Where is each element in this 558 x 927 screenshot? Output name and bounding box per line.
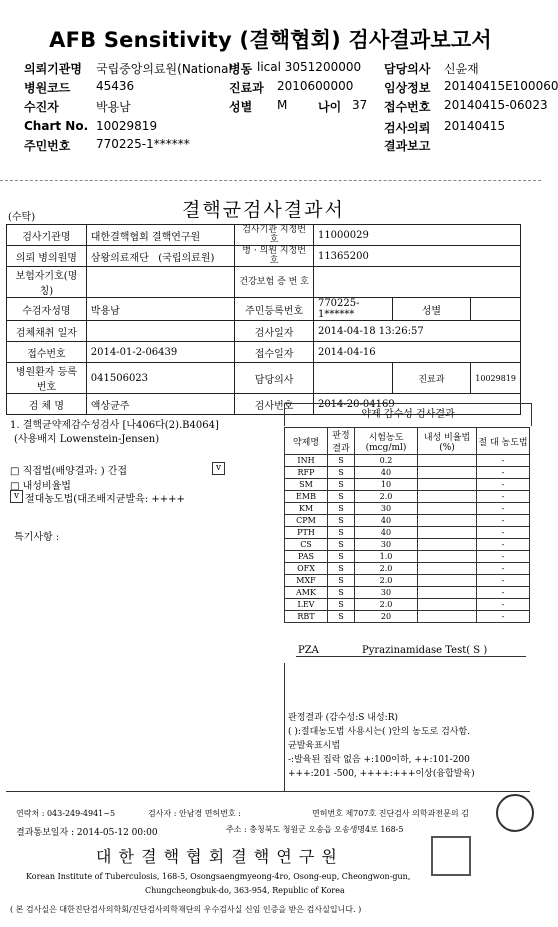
cell-value: 박용남 (86, 298, 234, 321)
column-header: 절 대 농도법 (477, 428, 530, 455)
cell-value: 041506023 (86, 363, 234, 394)
field-label: 수진자 (24, 100, 59, 114)
field-value: 770225-1****** (96, 137, 190, 151)
cell-value: 11000029 (313, 225, 520, 246)
drug-row (285, 551, 530, 563)
drug-cell-conc: 0.2 (355, 455, 418, 467)
field-label: 병동 (229, 62, 253, 76)
cell-label: 성별 (392, 298, 471, 321)
field-value: 10029819 (96, 119, 158, 133)
drug-cell-conc: 2.0 (355, 575, 418, 587)
cell-value (313, 363, 392, 394)
drug-cell-conc: 30 (355, 587, 418, 599)
field-label: 임상정보 (384, 81, 431, 95)
table-row (7, 298, 521, 321)
judge-title: 판정결과 (감수성:S 내성:R) (288, 713, 398, 723)
cell-value (86, 246, 234, 267)
drug-cell-result: S (328, 611, 355, 623)
cell-value: 액상균주 (86, 394, 234, 415)
drug-cell-result: S (328, 539, 355, 551)
cell-label: 건강보험 증 번 호 (235, 267, 314, 298)
drug-cell-abs: - (477, 491, 530, 503)
drug-cell-ratio (418, 467, 477, 479)
drug-cell-name: PAS (285, 551, 328, 563)
field-label: 결과보고 (384, 139, 431, 153)
drug-cell-abs: - (477, 539, 530, 551)
cell-value (313, 267, 520, 298)
seal-stamp (496, 794, 534, 832)
section-divider (284, 663, 285, 791)
drug-row (285, 515, 530, 527)
institute-address: Chungcheongbuk-do, 363-954, Republic of Korea (145, 886, 345, 895)
judge-line: -:발육된 집락 없음 +:100이하, ++:101-200 (288, 755, 470, 765)
field-value: 20140415E100060 (444, 79, 558, 93)
report-title: 결핵균검사결과서 (182, 199, 345, 221)
field-label: 주민번호 (24, 139, 71, 153)
drug-row (285, 587, 530, 599)
field-value: lical 3051200000 (257, 60, 362, 74)
drug-cell-abs: - (477, 575, 530, 587)
drug-cell-conc: 30 (355, 539, 418, 551)
cell-value: 대한결핵협회 결핵연구원 (86, 225, 234, 246)
drug-cell-name: RFP (285, 467, 328, 479)
method-checkbox: v (212, 462, 225, 475)
drug-cell-name: SM (285, 479, 328, 491)
drug-row (285, 455, 530, 467)
drug-row (285, 527, 530, 539)
drug-cell-result: S (328, 503, 355, 515)
table-row (7, 342, 521, 363)
field-value: 신윤재 (444, 62, 479, 76)
method-ratio: □ 내성비율법 (10, 481, 71, 492)
drug-cell-ratio (418, 491, 477, 503)
drug-cell-abs: - (477, 467, 530, 479)
table-row (7, 225, 521, 246)
drug-cell-name: RBT (285, 611, 328, 623)
field-value: 45436 (96, 79, 135, 93)
cell-label: 검 체 명 (7, 394, 87, 415)
cell-label: 진료과 (392, 363, 471, 394)
drug-cell-ratio (418, 479, 477, 491)
drug-cell-abs: - (477, 551, 530, 563)
institute-address: Korean Institute of Tuberculosis, 168-5, Osongsaengmyeong-4ro, Osong-eup, Cheongwon-gun, (26, 872, 411, 881)
drug-cell-conc: 1.0 (355, 551, 418, 563)
drug-cell-abs: - (477, 599, 530, 611)
cell-value: 10029819 (471, 363, 521, 394)
cell-value: 삼왕의료재단 (90, 252, 149, 264)
section-divider (6, 791, 530, 792)
drug-cell-result: S (328, 599, 355, 611)
drug-cell-name: EMB (285, 491, 328, 503)
cell-label: 검체채취 일자 (7, 321, 87, 342)
drug-cell-ratio (418, 599, 477, 611)
drug-cell-conc: 40 (355, 467, 418, 479)
drug-row (285, 503, 530, 515)
table-row (7, 246, 521, 267)
table-row (7, 363, 521, 394)
receipt-mark: (수탁) (8, 212, 36, 223)
test-line: 1. 결핵균약제감수성검사 [나406다(2).B4064] (10, 420, 219, 431)
judge-line: ( ):절대농도법 사용시는( )안의 농도로 검사함. (288, 727, 471, 737)
institute-name: 대 한 결 핵 협 회 결 핵 연 구 원 (96, 847, 338, 866)
drug-cell-result: S (328, 491, 355, 503)
drug-cell-result: S (328, 575, 355, 587)
drug-cell-ratio (418, 515, 477, 527)
cell-label: 접수번호 (7, 342, 87, 363)
drug-row (285, 611, 530, 623)
divider (0, 180, 541, 181)
drug-cell-result: S (328, 515, 355, 527)
drug-cell-conc: 2.0 (355, 491, 418, 503)
cell-value: 770225-1****** (313, 298, 392, 321)
judge-line: 균발육표시법 (288, 741, 341, 751)
cell-label: 주민등록번호 (235, 298, 314, 321)
footer-date: 결과통보일자 : 2014-05-12 00:00 (16, 828, 158, 838)
footer-phone: 연락처 : 043-249-4941~5 (16, 809, 116, 818)
drug-table (284, 427, 530, 623)
table-row (7, 267, 521, 298)
field-value: M (277, 98, 288, 112)
test-line: (사용배지 Lowenstein-Jensen) (14, 434, 160, 445)
drug-row (285, 563, 530, 575)
drug-cell-abs: - (477, 455, 530, 467)
drug-cell-result: S (328, 563, 355, 575)
method-direct: □ 직접법(배양결과: ) 간접 (10, 466, 128, 477)
cell-value: 2014-01-2-06439 (86, 342, 234, 363)
cell-value (86, 267, 234, 298)
drug-cell-result: S (328, 467, 355, 479)
cell-value: 2014-20-04169 (313, 394, 520, 415)
field-label: Chart No. (24, 119, 89, 133)
drug-cell-result: S (328, 479, 355, 491)
cell-label: 접수일자 (235, 342, 314, 363)
cell-value (86, 321, 234, 342)
field-value: 국립중앙의료원(National (96, 62, 232, 76)
pza-label: PZA (298, 645, 319, 656)
field-value: 20140415-06023 (444, 98, 548, 112)
drug-cell-result: S (328, 551, 355, 563)
drug-cell-abs: - (477, 479, 530, 491)
table-row (7, 321, 521, 342)
drug-cell-name: PTH (285, 527, 328, 539)
info-table (6, 224, 521, 415)
method-checkbox: v (10, 490, 23, 503)
field-label: 성별 (229, 100, 253, 114)
pza-underline (296, 656, 526, 657)
cell-value: 2014-04-16 (313, 342, 520, 363)
field-label: 접수번호 (384, 100, 431, 114)
drug-cell-conc: 30 (355, 503, 418, 515)
drug-row (285, 467, 530, 479)
field-label: 병원코드 (24, 81, 71, 95)
field-label: 의뢰기관명 (24, 62, 82, 76)
cell-label: 병 · 의원 지정번호 (235, 246, 314, 267)
cell-value: 2014-04-18 13:26:57 (313, 321, 520, 342)
field-label: 검사의뢰 (384, 121, 431, 135)
drug-cell-ratio (418, 527, 477, 539)
footer-address: 주소 : 충청북도 청원군 오송읍 오송생명4로 168-5 (226, 825, 404, 834)
cell-label: 검사일자 (235, 321, 314, 342)
drug-cell-abs: - (477, 503, 530, 515)
drug-cell-abs: - (477, 527, 530, 539)
field-value: 박용남 (96, 100, 131, 114)
drug-cell-abs: - (477, 611, 530, 623)
cell-label: 검사번호 (235, 394, 314, 415)
drug-cell-conc: 10 (355, 479, 418, 491)
drug-cell-name: MXF (285, 575, 328, 587)
field-label: 나이 (318, 100, 342, 114)
drug-cell-name: OFX (285, 563, 328, 575)
seal-stamp (431, 836, 471, 876)
field-label: 진료과 (229, 81, 264, 95)
cell-label: 검사기관 지정번호 (235, 225, 314, 246)
drug-cell-name: KM (285, 503, 328, 515)
cell-label: 보험자기호(명칭) (7, 267, 87, 298)
drug-cell-ratio (418, 587, 477, 599)
drug-row (285, 539, 530, 551)
footer-staff: 검사자 : 안남경 면허번호 : (148, 809, 241, 818)
drug-cell-result: S (328, 455, 355, 467)
footer-license: 면허번호 제707호 진단검사 의학과전문의 김 (312, 809, 469, 818)
drug-cell-name: INH (285, 455, 328, 467)
drug-row (285, 479, 530, 491)
drug-cell-conc: 40 (355, 515, 418, 527)
drug-cell-abs: - (477, 563, 530, 575)
cell-label: 담당의사 (235, 363, 314, 394)
drug-cell-abs: - (477, 587, 530, 599)
drug-cell-ratio (418, 455, 477, 467)
method-absolute: 절대농도법(대조배지균발육: ++++ (25, 494, 185, 505)
cell-label: 수검자성명 (7, 298, 87, 321)
cell-label: 검사기관명 (7, 225, 87, 246)
drug-cell-name: LEV (285, 599, 328, 611)
drug-table-title: 약제 감수성 검사결과 (284, 403, 532, 426)
drug-row (285, 599, 530, 611)
cell-label: 병원환자 등록번호 (7, 363, 87, 394)
cell-label: 의뢰 병의원명 (7, 246, 87, 267)
judge-line: +++:201 -500, ++++:+++이상(융합발육) (288, 769, 475, 779)
pza-value: Pyrazinamidase Test( S ) (362, 645, 488, 656)
column-header: 약제명 (285, 428, 328, 455)
drug-row (285, 575, 530, 587)
drug-cell-name: AMK (285, 587, 328, 599)
drug-cell-conc: 20 (355, 611, 418, 623)
field-label: 담당의사 (384, 62, 431, 76)
drug-cell-ratio (418, 611, 477, 623)
report-header-title: AFB Sensitivity (결핵협회) 검사결과보고서 (49, 28, 492, 52)
drug-cell-result: S (328, 527, 355, 539)
drug-cell-ratio (418, 551, 477, 563)
remark-label: 특기사항 : (14, 532, 60, 543)
footnote: ( 본 검사실은 대한진단검사의학회/진단검사의학재단의 우수검사실 신임 인증을 받은 검사실입니다. ) (10, 905, 362, 914)
drug-row (285, 491, 530, 503)
field-value: 2010600000 (277, 79, 354, 93)
cell-value: (국립의료원) (158, 252, 215, 264)
drug-cell-ratio (418, 503, 477, 515)
drug-cell-name: CPM (285, 515, 328, 527)
drug-cell-abs: - (477, 515, 530, 527)
drug-cell-ratio (418, 563, 477, 575)
column-header: 판정 결과 (328, 428, 355, 455)
drug-cell-ratio (418, 575, 477, 587)
cell-value: 11365200 (313, 246, 520, 267)
table-header-row (285, 428, 530, 455)
column-header: 내성 비율법(%) (418, 428, 477, 455)
column-header: 시험농도 (mcg/ml) (355, 428, 418, 455)
drug-cell-result: S (328, 587, 355, 599)
field-value: 37 (352, 98, 368, 112)
drug-cell-ratio (418, 539, 477, 551)
drug-cell-name: CS (285, 539, 328, 551)
drug-cell-conc: 2.0 (355, 563, 418, 575)
cell-value (471, 298, 521, 321)
drug-cell-conc: 40 (355, 527, 418, 539)
drug-cell-conc: 2.0 (355, 599, 418, 611)
field-value: 20140415 (444, 119, 506, 133)
